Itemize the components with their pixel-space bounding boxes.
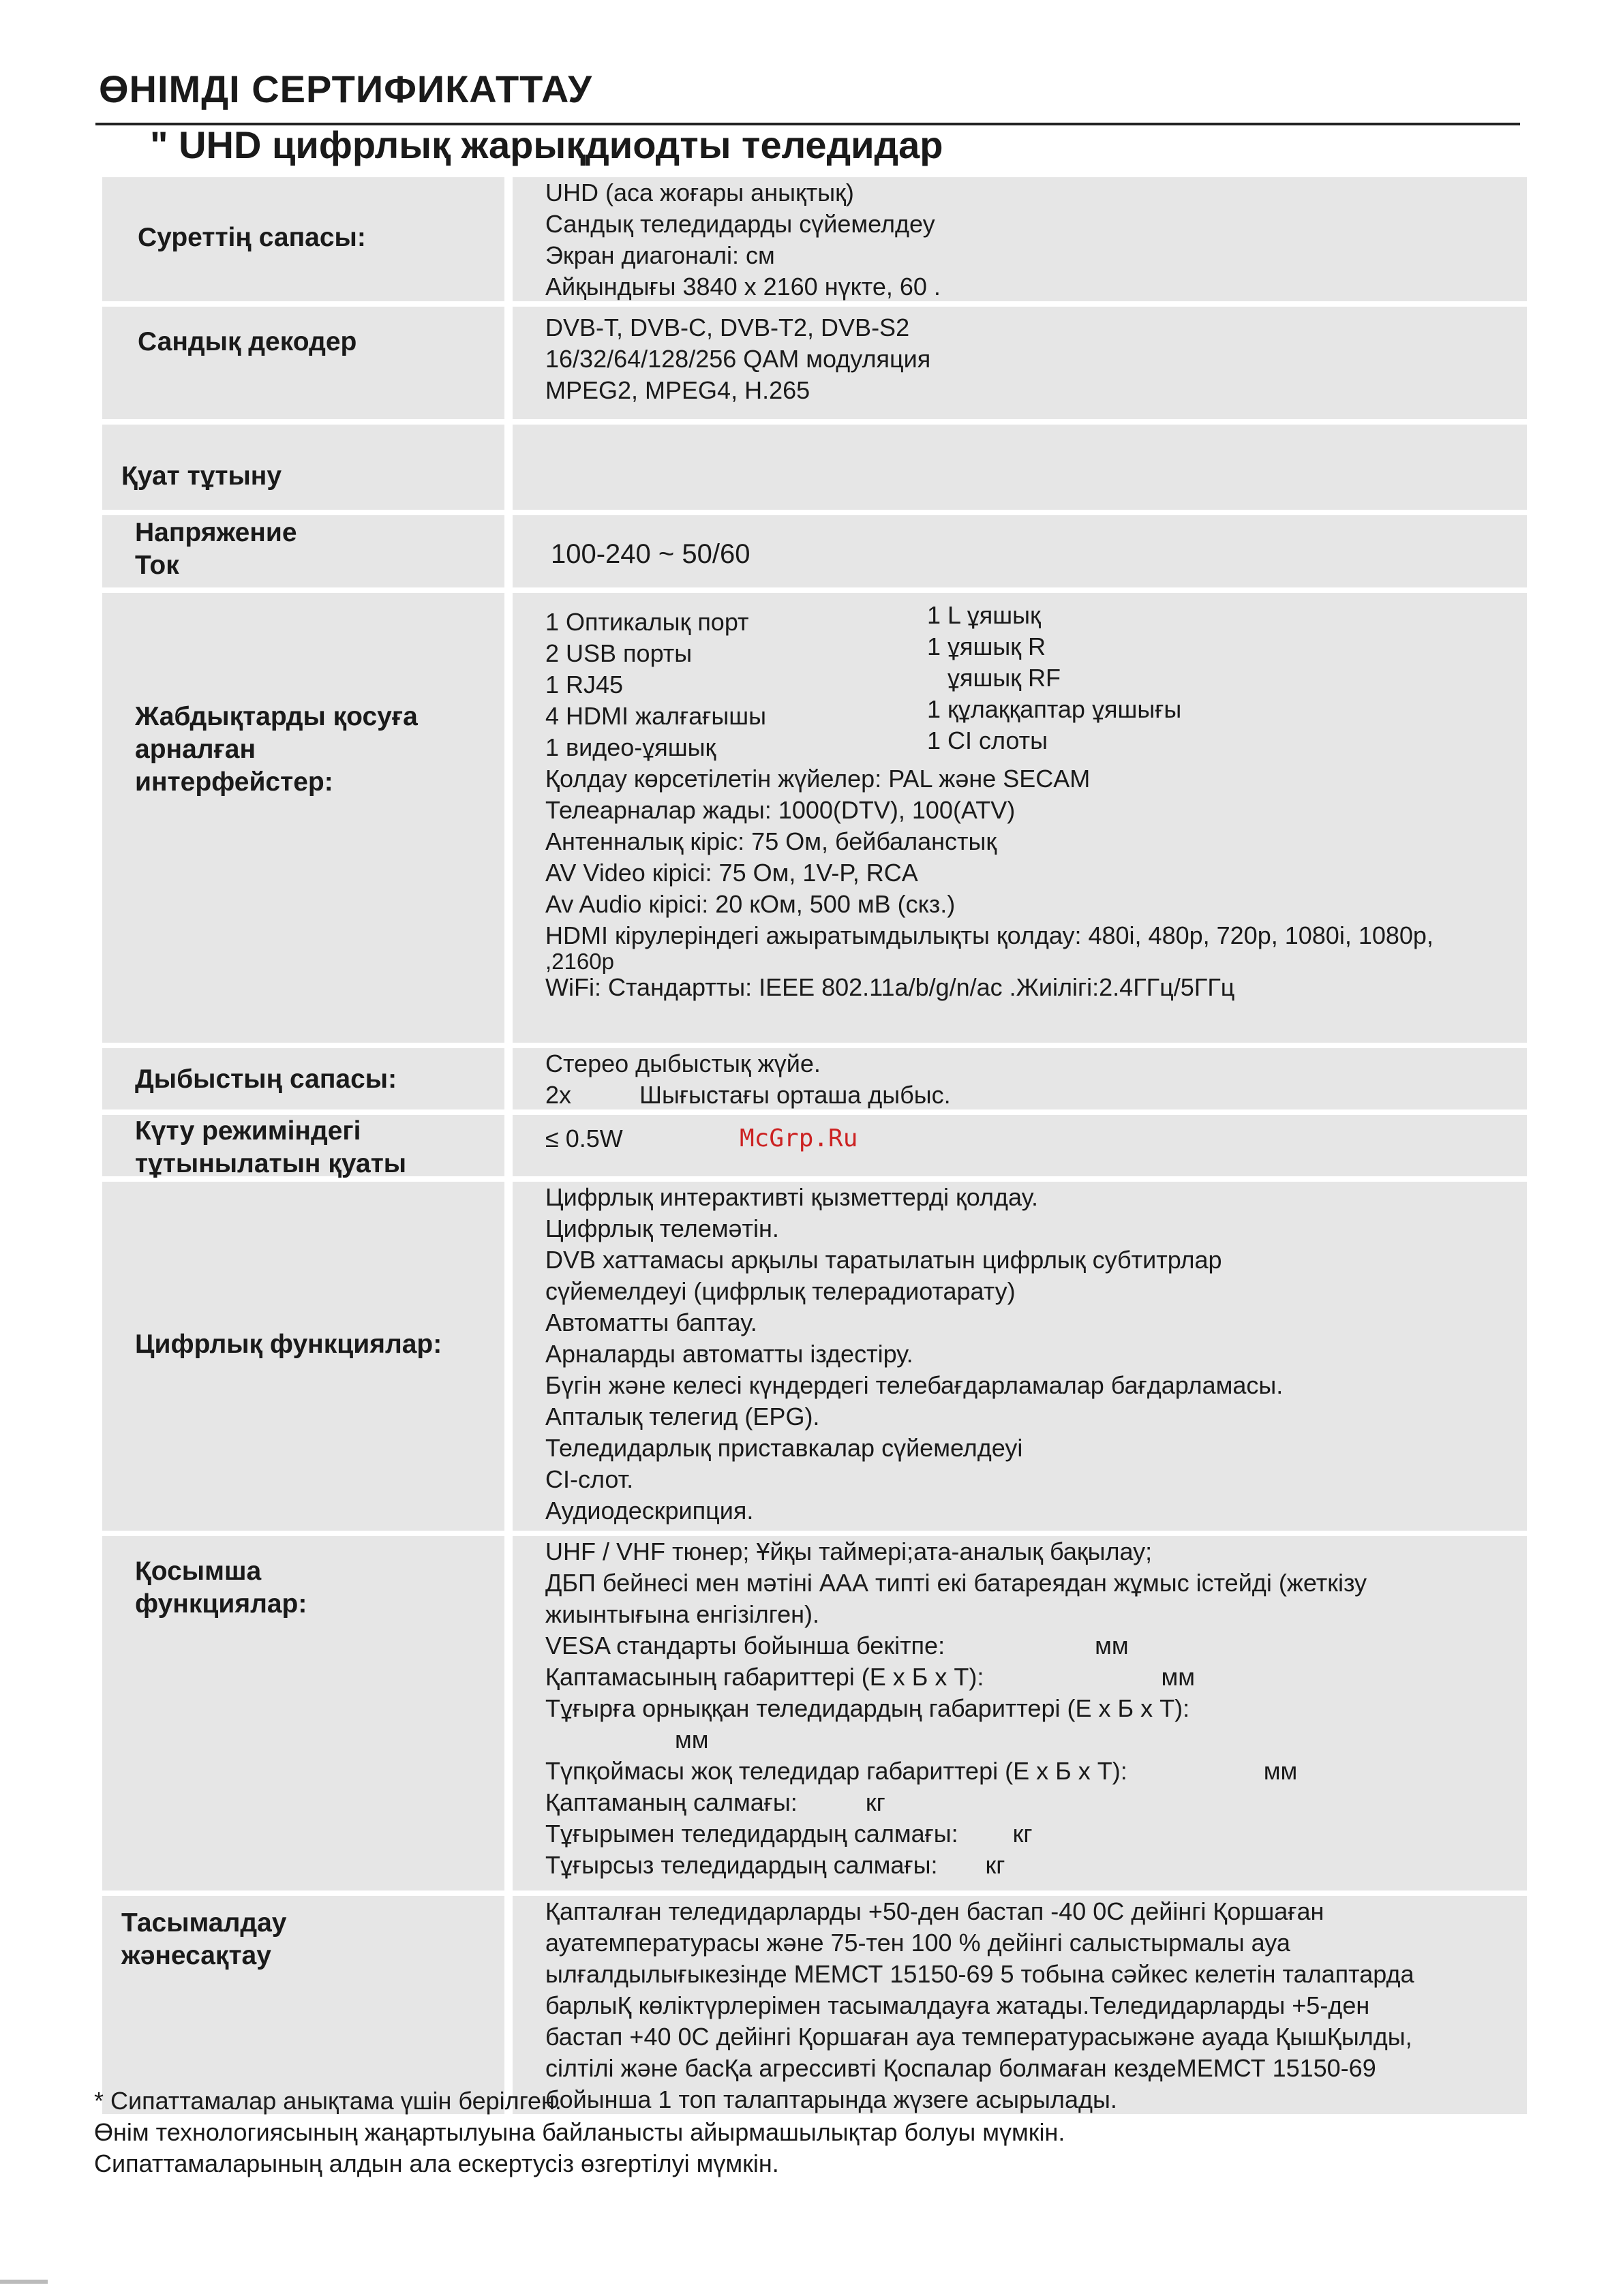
spec-row-decoder — [102, 307, 1527, 419]
footnotes — [94, 2085, 1065, 2179]
spec-line: AV Video кірісі: 75 Ом, 1V-P, RCA — [545, 859, 918, 887]
spec-line: Автоматты баптау. — [545, 1308, 757, 1336]
spec-line: Сандық теледидарды сүйемелдеу — [545, 210, 935, 238]
spec-label-line: Күту режиміндегі — [135, 1116, 361, 1146]
spec-line: 2x Шығыстағы орташа дыбыс. — [545, 1081, 951, 1109]
spec-label-line: функциялар: — [135, 1589, 307, 1619]
spec-line: сүйемелдеуі (цифрлық телерадиотарату) — [545, 1277, 1016, 1305]
ports-left-column — [545, 600, 927, 763]
watermark: McGrp.Ru — [740, 1124, 858, 1152]
spec-value-cell — [513, 1115, 1527, 1176]
spec-line: ылғалдылығыкезінде МЕМСТ 15150-69 5 тобына сәйкес келетін талаптарда — [545, 1960, 1414, 1988]
spec-line: барлыҚ көліктүрлерімен тасымалдауға жатады.Теледидарларды +5-ден — [545, 1991, 1370, 2019]
spec-line: Теледидарлық приставкалар сүйемелдеуі — [545, 1434, 1023, 1462]
spec-line: UHD (аса жоғары анықтық) — [545, 179, 854, 206]
spec-line: MPEG2, MPEG4, H.265 — [545, 376, 810, 404]
spec-value — [545, 1048, 1511, 1111]
spec-row-additional — [102, 1536, 1527, 1891]
port-item: 1 RJ45 — [545, 671, 624, 699]
spec-line: Тұғырсыз теледидардың салмағы: кг — [545, 1851, 1005, 1879]
spec-line: WiFi: Стандартты: IEEE 802.11a/b/g/n/ac .Жиілігі:2.4ГГц/5ГГц — [545, 973, 1235, 1001]
spec-line: UHF / VHF тюнер; Ұйқы таймері;ата-аналық бақылау; — [545, 1537, 1153, 1565]
spec-line: VESA стандарты бойынша бекітпе: мм — [545, 1632, 1129, 1659]
spec-label-line: Қосымша — [135, 1557, 262, 1586]
spec-label — [135, 1115, 406, 1180]
spec-line: мм — [545, 1726, 709, 1754]
spec-line: Стерео дыбыстық жүйе. — [545, 1050, 821, 1077]
spec-line: Тұғырымен теледидардың салмағы: кг — [545, 1820, 1033, 1848]
spec-value-cell — [513, 425, 1527, 510]
spec-label-cell — [102, 593, 504, 1043]
spec-value-cell — [513, 1896, 1527, 2114]
spec-value: 100-240 ~ 50/60 — [551, 539, 750, 569]
spec-value — [545, 312, 1511, 406]
spec-label-cell — [102, 515, 504, 587]
spec-line: Түпқоймасы жоқ теледидар габариттері (Е х Б х Т): мм — [545, 1757, 1298, 1785]
spec-label-line: Ток — [135, 551, 179, 580]
spec-label: Цифрлық функциялар: — [135, 1330, 442, 1359]
spec-label-line: жәнесақтау — [121, 1941, 271, 1970]
spec-line: Тұғырға орныққан теледидардың габариттері (Е х Б х Т): — [545, 1694, 1190, 1722]
spec-line: DVB хаттамасы арқылы таратылатын цифрлық субтитрлар — [545, 1246, 1222, 1274]
spec-label — [121, 1907, 286, 1972]
spec-line: CI-слот. — [545, 1465, 634, 1493]
spec-label-cell — [102, 1536, 504, 1891]
spec-row-image-quality — [102, 177, 1527, 301]
spec-label-cell — [102, 1182, 504, 1531]
spec-line: жиынтығына енгізілген). — [545, 1600, 819, 1628]
spec-value-cell — [513, 307, 1527, 419]
footnote-line: * Сипаттамалар анықтама үшін берілген. — [94, 2087, 562, 2115]
port-item: 1 L ұяшық — [927, 601, 1041, 629]
spec-line: Аудиодескрипция. — [545, 1497, 754, 1525]
port-item: 1 CI слоты — [927, 726, 1048, 754]
spec-value — [545, 1536, 1511, 1881]
port-item: 1 Оптикалық порт — [545, 608, 749, 636]
spec-line: Қапталған теледидарларды +50-ден бастап -40 0С дейінгі Қоршаған — [545, 1897, 1324, 1925]
spec-line: бастап +40 0С дейінгі Қоршаған ауа температурасыжәне ауада ҚышҚылды, — [545, 2023, 1412, 2051]
spec-label-cell — [102, 1896, 504, 2114]
spec-label: Сандық декодер — [138, 327, 357, 356]
spec-label-cell — [102, 177, 504, 301]
port-item: 2 USB порты — [545, 639, 693, 667]
port-item: 1 құлаққаптар ұяшығы — [927, 695, 1182, 723]
spec-row-transport — [102, 1896, 1527, 2114]
port-item: 1 видео-ұяшық — [545, 733, 716, 761]
spec-value-cell — [513, 593, 1527, 1043]
port-item: ұяшық RF — [927, 664, 1061, 692]
spec-label: Қуат тұтыну — [121, 461, 282, 491]
spec-label — [135, 517, 297, 582]
spec-value-cell — [513, 1048, 1527, 1109]
spec-value — [545, 600, 1511, 1003]
spec-line: Цифрлық телемәтін. — [545, 1214, 779, 1242]
spec-value-cell — [513, 1536, 1527, 1891]
spec-label-line: Жабдықтарды қосуға — [135, 702, 418, 731]
spec-label-cell — [102, 425, 504, 510]
spec-line: ауатемпературасы және 75-тен 100 % дейінгі салыстырмалы ауа — [545, 1929, 1290, 1957]
spec-line: Цифрлық интерактивті қызметтерді қолдау. — [545, 1183, 1039, 1211]
spec-label-line: Тасымалдау — [121, 1908, 287, 1938]
spec-line: Бүгін және келесі күндердегі телебағдарламалар бағдарламасы. — [545, 1371, 1284, 1399]
spec-line: Қаптаманың салмағы: кг — [545, 1788, 885, 1816]
footnote-line: Өнім технологиясының жаңартылуына байланысты айырмашылықтар болуы мүмкін. — [94, 2118, 1065, 2146]
spec-value-cell — [513, 177, 1527, 301]
spec-line: Арналарды автоматты іздестіру. — [545, 1340, 913, 1368]
spec-row-voltage — [102, 515, 1527, 587]
spec-line: Апталық телегид (EPG). — [545, 1403, 820, 1430]
spec-row-power — [102, 425, 1527, 510]
spec-row-digital — [102, 1182, 1527, 1531]
spec-row-sound — [102, 1048, 1527, 1109]
spec-label: Дыбыстың сапасы: — [135, 1065, 397, 1094]
spec-line: Айқындығы 3840 x 2160 нүкте, 60 . — [545, 273, 941, 301]
spec-line: бойынша 1 топ талаптарында жүзеге асырылады. — [545, 2085, 1117, 2113]
port-item: 1 ұяшық R — [927, 632, 1046, 660]
spec-line: HDMI кірулеріндегі ажыратымдылықты қолдау: 480i, 480p, 720p, 1080i, 1080p, — [545, 921, 1434, 949]
product-subtitle: " UHD цифрлық жарықдиодты теледидар — [150, 123, 943, 166]
spec-value — [545, 177, 1511, 303]
spec-label-cell — [102, 1048, 504, 1109]
spec-line: Av Audio кірісі: 20 кОм, 500 мВ (скз.) — [545, 890, 956, 918]
ports-right-column — [927, 600, 1181, 763]
spec-line: ДБП бейнесі мен мәтіні ААА типті екі батареядан жұмыс істейді (жеткізу — [545, 1569, 1367, 1597]
spec-line: ,2160p — [545, 949, 614, 974]
spec-label — [135, 1555, 307, 1621]
spec-label-line: интерфейстер: — [135, 767, 333, 797]
spec-value-cell — [513, 1182, 1527, 1531]
spec-value — [545, 1896, 1511, 2115]
spec-value: ≤ 0.5W — [545, 1124, 623, 1152]
page-edge-mark — [0, 2280, 48, 2284]
ports-list — [545, 600, 1511, 763]
spec-line: Қолдау көрсетілетін жүйелер: PAL және SECAM — [545, 765, 1091, 793]
spec-line: Антенналық кіріс: 75 Ом, бейбаланстық — [545, 827, 997, 855]
spec-label-cell — [102, 1115, 504, 1176]
spec-label-line: арналған — [135, 735, 256, 764]
spec-line: 16/32/64/128/256 QAM модуляция — [545, 345, 931, 373]
spec-line: сілтілі және басҚа агрессивті Қоспалар болмаған кездеМЕМСТ 15150-69 — [545, 2054, 1376, 2082]
spec-label-cell — [102, 307, 504, 419]
footnote-line: Сипаттамаларының алдын ала ескертусіз өзгертілуі мүмкін. — [94, 2149, 779, 2177]
spec-value-cell — [513, 515, 1527, 587]
spec-line: Экран диагоналі: см — [545, 241, 775, 269]
spec-value — [545, 1182, 1511, 1527]
spec-label: Суреттің сапасы: — [138, 223, 366, 252]
spec-line: DVB-T, DVB-C, DVB-T2, DVB-S2 — [545, 313, 910, 341]
spec-line: Телеарналар жады: 1000(DTV), 100(ATV) — [545, 796, 1016, 824]
spec-label — [135, 701, 418, 799]
spec-label-line: тұтынылатын қуаты — [135, 1149, 407, 1178]
spec-line: Қаптамасының габариттері (Е х Б х Т): мм — [545, 1663, 1195, 1691]
spec-row-interfaces — [102, 593, 1527, 1043]
port-item: 4 HDMI жалғағышы — [545, 702, 767, 730]
spec-label-line: Напряжение — [135, 518, 297, 547]
page-title: ӨНІМДІ СЕРТИФИКАТТАУ — [99, 67, 592, 110]
